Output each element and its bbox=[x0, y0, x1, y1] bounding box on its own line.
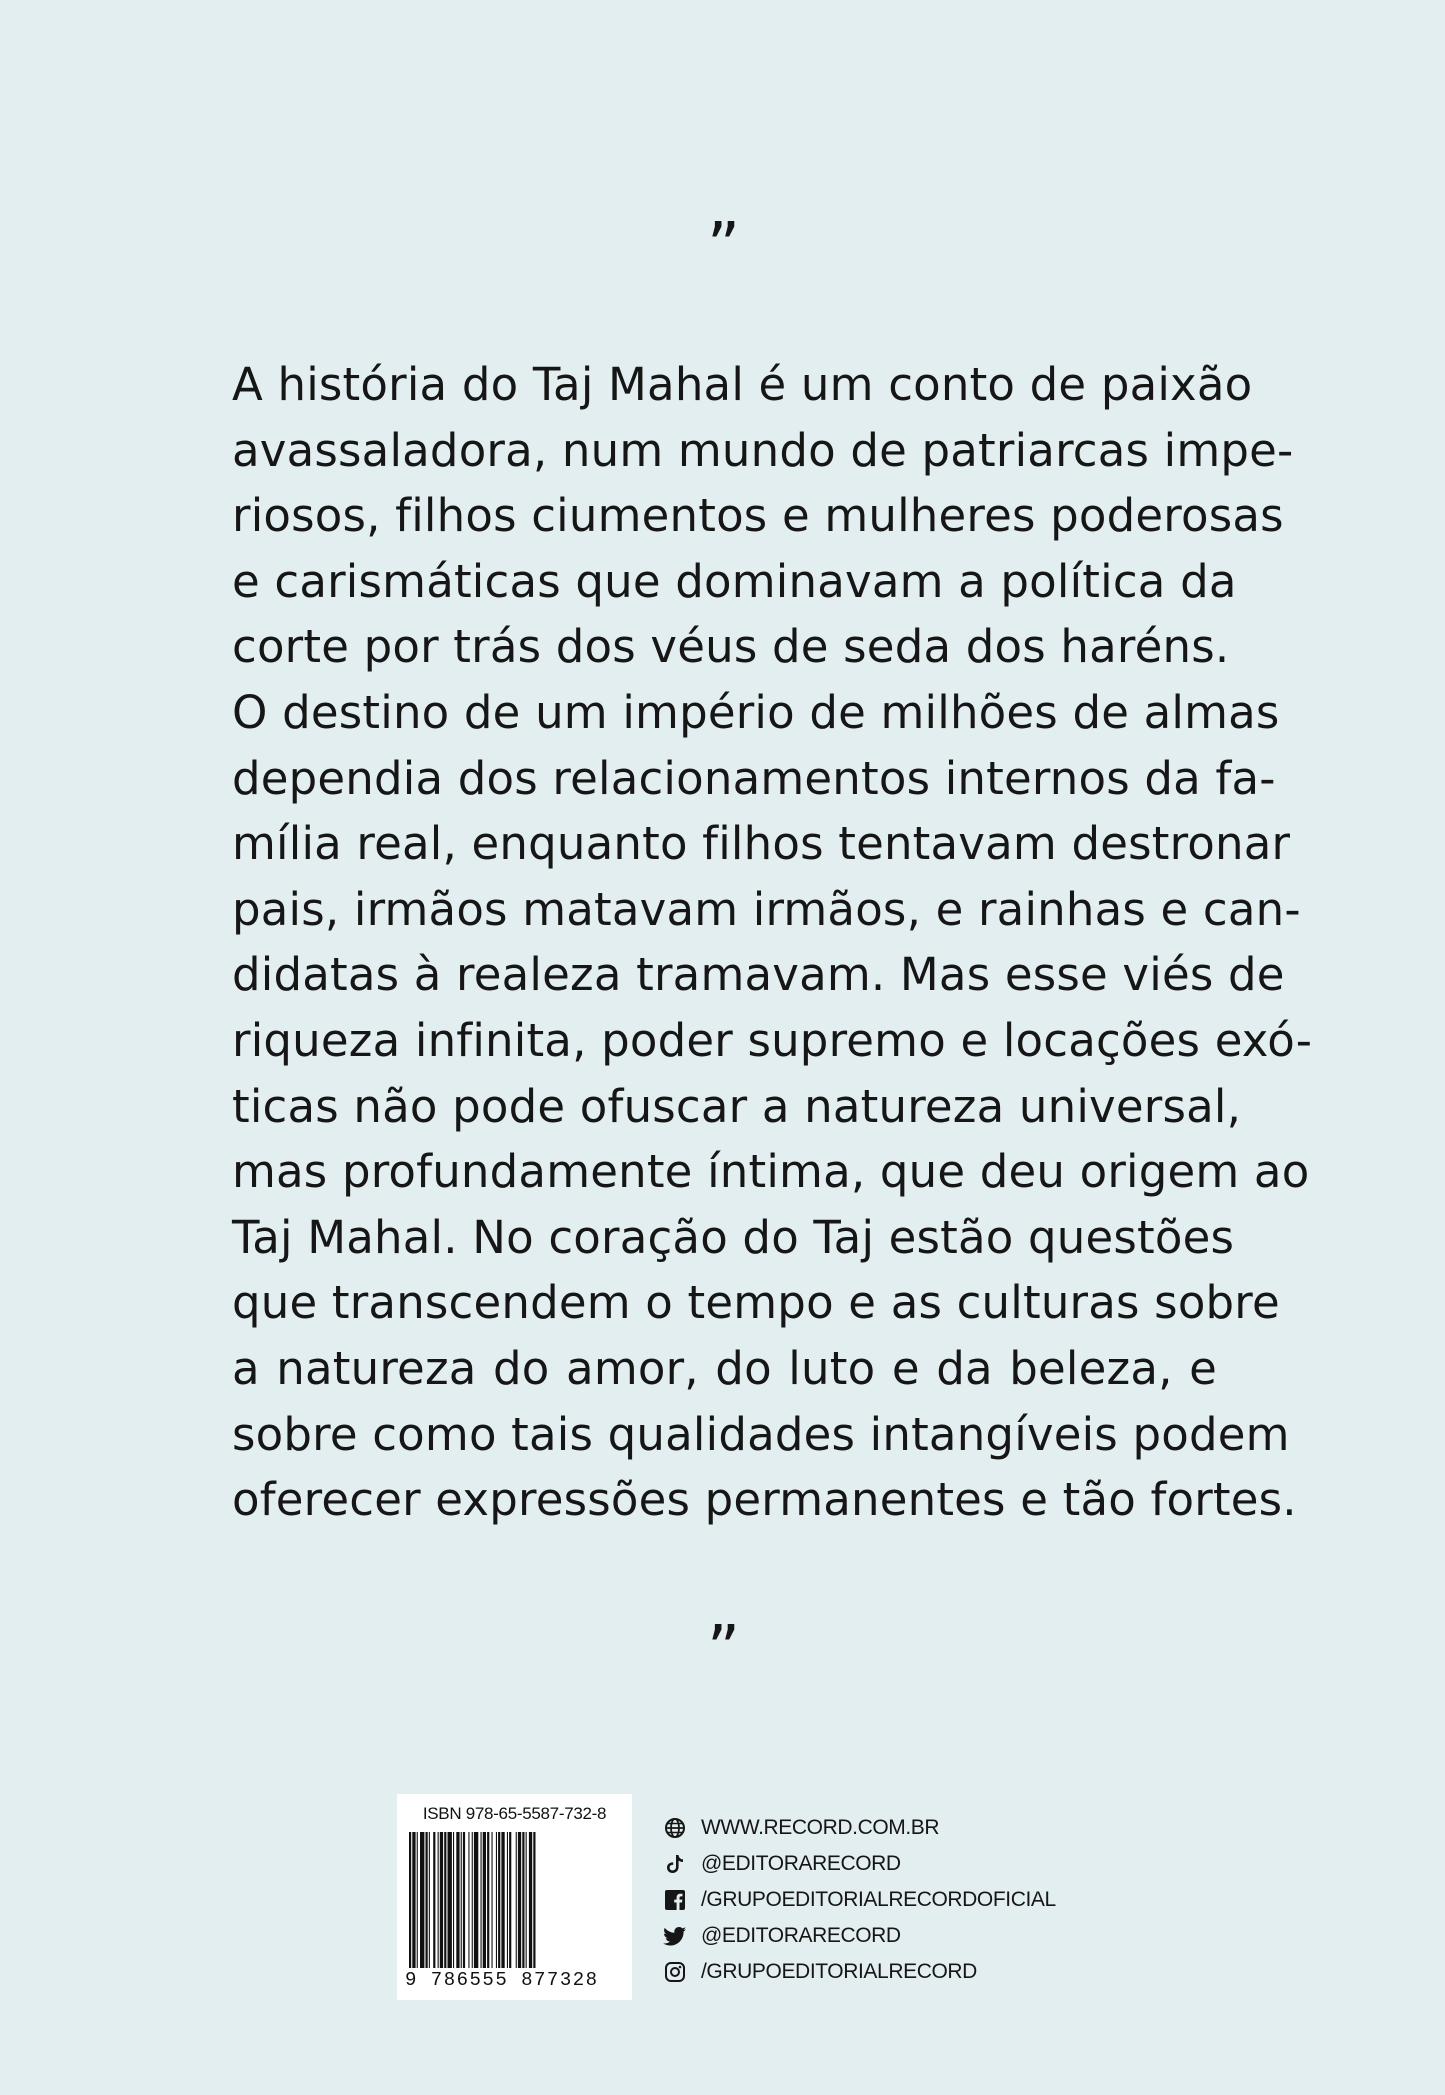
contact-instagram[interactable] bbox=[663, 1954, 1223, 1990]
contact-list bbox=[663, 1810, 1223, 1990]
isbn-label: ISBN 978-65-5587-732-8 bbox=[422, 1804, 607, 1823]
barcode-digits: 9 786555 877328 bbox=[405, 1969, 599, 1991]
contact-tiktok[interactable] bbox=[663, 1846, 1223, 1882]
blurb-line: didatas à realeza tramavam. Mas esse viés de bbox=[232, 948, 1285, 1002]
contact-facebook[interactable] bbox=[663, 1882, 1223, 1918]
blurb-line: ticas não pode ofuscar a natureza universal, bbox=[232, 1079, 1242, 1133]
blurb-line: Taj Mahal. No coração do Taj estão questões bbox=[232, 1210, 1235, 1264]
blurb-line: riqueza infinita, poder supremo e locações exó- bbox=[232, 1013, 1313, 1067]
blurb-line: O destino de um império de milhões de almas bbox=[232, 685, 1280, 739]
contact-text: @EDITORARECORD bbox=[701, 1924, 901, 1947]
blurb-line: a natureza do amor, do luto e da beleza, e bbox=[232, 1341, 1217, 1395]
blurb-line: riosos, filhos ciumentos e mulheres poderosas bbox=[232, 489, 1284, 543]
blurb-line: que transcendem o tempo e as culturas sobre bbox=[232, 1276, 1280, 1330]
contact-text: /GRUPOEDITORIALRECORDOFICIAL bbox=[701, 1888, 1056, 1911]
blurb-line: avassaladora, num mundo de patriarcas impe- bbox=[232, 423, 1294, 477]
globe-icon bbox=[663, 1816, 687, 1840]
instagram-icon bbox=[663, 1960, 687, 1984]
blurb-line: mília real, enquanto filhos tentavam destronar bbox=[232, 817, 1291, 871]
blurb-line: dependia dos relacionamentos internos da fa- bbox=[232, 751, 1276, 805]
blurb-line: sobre como tais qualidades intangíveis podem bbox=[232, 1407, 1290, 1461]
blurb-line: mas profundamente íntima, que deu origem ao bbox=[232, 1145, 1310, 1199]
blurb-line: pais, irmãos matavam irmãos, e rainhas e can- bbox=[232, 882, 1301, 936]
blurb-line: corte por trás dos véus de seda dos haréns. bbox=[232, 620, 1230, 674]
facebook-icon bbox=[663, 1888, 687, 1912]
blurb-line: oferecer expressões permanentes e tão fortes. bbox=[232, 1473, 1297, 1527]
contact-twitter[interactable] bbox=[663, 1918, 1223, 1954]
barcode-icon bbox=[409, 1832, 620, 1972]
twitter-icon bbox=[663, 1924, 687, 1948]
blurb-line: e carismáticas que dominavam a política da bbox=[232, 554, 1237, 608]
isbn-barcode bbox=[397, 1794, 632, 2000]
tiktok-icon bbox=[663, 1852, 687, 1876]
blurb-text bbox=[232, 352, 1313, 1533]
closing-quote-mark: ” bbox=[706, 1613, 739, 1687]
blurb-line: A história do Taj Mahal é um conto de paixão bbox=[232, 358, 1253, 411]
contact-text: @EDITORARECORD bbox=[701, 1852, 901, 1875]
contact-website[interactable] bbox=[663, 1810, 1223, 1846]
opening-quote-mark: ” bbox=[706, 210, 739, 284]
contact-text: /GRUPOEDITORIALRECORD bbox=[701, 1960, 977, 1983]
contact-text: WWW.RECORD.COM.BR bbox=[701, 1816, 940, 1839]
